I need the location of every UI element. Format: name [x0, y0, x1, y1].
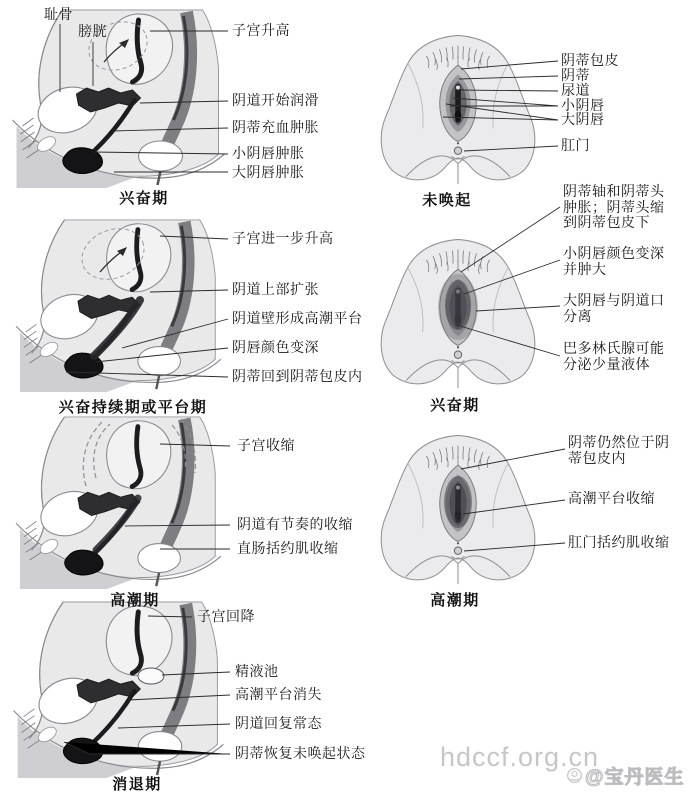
label-anus: 肛门	[561, 139, 590, 154]
caption-orgasm-vulva: 高潮期	[430, 593, 480, 609]
watermark-author-text: @宝丹医生	[585, 767, 685, 788]
label-vaginal-lubrication: 阴道开始润滑	[232, 94, 319, 109]
caption-plateau: 兴奋持续期或平台期	[58, 400, 208, 416]
label-uterus-elevates-further: 子宫进一步升高	[232, 232, 334, 247]
label-vagina-returns-normal: 阴道回复常态	[235, 717, 322, 732]
label-bladder: 膀胱	[78, 25, 107, 40]
caption-excitement-vulva: 兴奋期	[430, 398, 480, 414]
label-vagina-rhythmic-contractions: 阴道有节奏的收缩	[237, 518, 353, 533]
label-labia-majora-swell: 大阴唇肿胀	[232, 166, 305, 181]
caption-unaroused: 未唤起	[422, 193, 472, 209]
label-clitoris-engorges: 阴蒂充血肿胀	[232, 121, 319, 136]
sagittal-diagram-resolution	[14, 602, 230, 778]
label-clitoral-hood: 阴蒂包皮	[561, 54, 619, 69]
label-clitoral-shaft-swells: 阴蒂轴和阴蒂头肿胀；阴蒂头缩到阴蒂包皮下	[563, 185, 665, 231]
label-labia-majora-separate: 大阴唇与阴道口分离	[563, 294, 665, 325]
sagittal-diagram-excitement	[13, 10, 229, 188]
sagittal-diagram-orgasm	[16, 417, 230, 589]
label-uterus-descends: 子宫回降	[197, 610, 255, 625]
sagittal-diagram-plateau	[16, 220, 228, 392]
caption-resolution: 消退期	[112, 777, 162, 793]
label-labia-minora-darken-swell: 小阴唇颜色变深并肿大	[563, 247, 665, 278]
vulva-diagram-excitement	[381, 207, 560, 388]
label-urethra: 尿道	[561, 84, 590, 99]
label-orgasmic-platform-contracts: 高潮平台收缩	[568, 492, 655, 507]
watermark-author-badge	[566, 762, 685, 789]
label-labia-minora: 小阴唇	[561, 99, 605, 114]
label-uterus-contracts: 子宫收缩	[237, 439, 295, 454]
label-seminal-pool: 精液池	[235, 665, 279, 680]
label-anal-sphincter-contracts: 肛门括约肌收缩	[568, 536, 670, 551]
label-clitoris-returns-unaroused: 阴蒂恢复未唤起状态	[235, 747, 366, 762]
label-orgasmic-platform-forms: 阴道壁形成高潮平台	[232, 312, 363, 327]
caption-orgasm-sagittal: 高潮期	[110, 593, 160, 609]
label-clitoris: 阴蒂	[561, 69, 590, 84]
label-upper-vagina-expands: 阴道上部扩张	[232, 283, 319, 298]
label-uterus-elevates: 子宫升高	[232, 24, 290, 39]
label-bartholin-glands: 巴多林氏腺可能分泌少量液体	[563, 342, 665, 373]
vulva-diagram-orgasm	[381, 435, 565, 584]
label-labia-minora-swell: 小阴唇肿胀	[232, 147, 305, 162]
seminal-pool-shape	[138, 668, 164, 684]
vulva-diagram-unaroused	[381, 35, 558, 184]
label-rectal-sphincter-contracts: 直肠括约肌收缩	[237, 542, 339, 557]
caption-excitement-sagittal: 兴奋期	[119, 191, 169, 207]
label-labia-darken: 阴唇颜色变深	[232, 341, 319, 356]
label-orgasmic-platform-disappears: 高潮平台消失	[235, 688, 322, 703]
label-clitoris-in-hood: 阴蒂仍然位于阴蒂包皮内	[568, 436, 670, 467]
watermark-site-url: hdccf.org.cn	[440, 742, 600, 772]
label-pubic-bone: 耻骨	[44, 8, 73, 23]
watermark-logo-icon	[566, 767, 583, 784]
label-clitoris-retracts: 阴蒂回到阴蒂包皮内	[232, 370, 363, 385]
label-labia-majora: 大阴唇	[561, 113, 605, 128]
